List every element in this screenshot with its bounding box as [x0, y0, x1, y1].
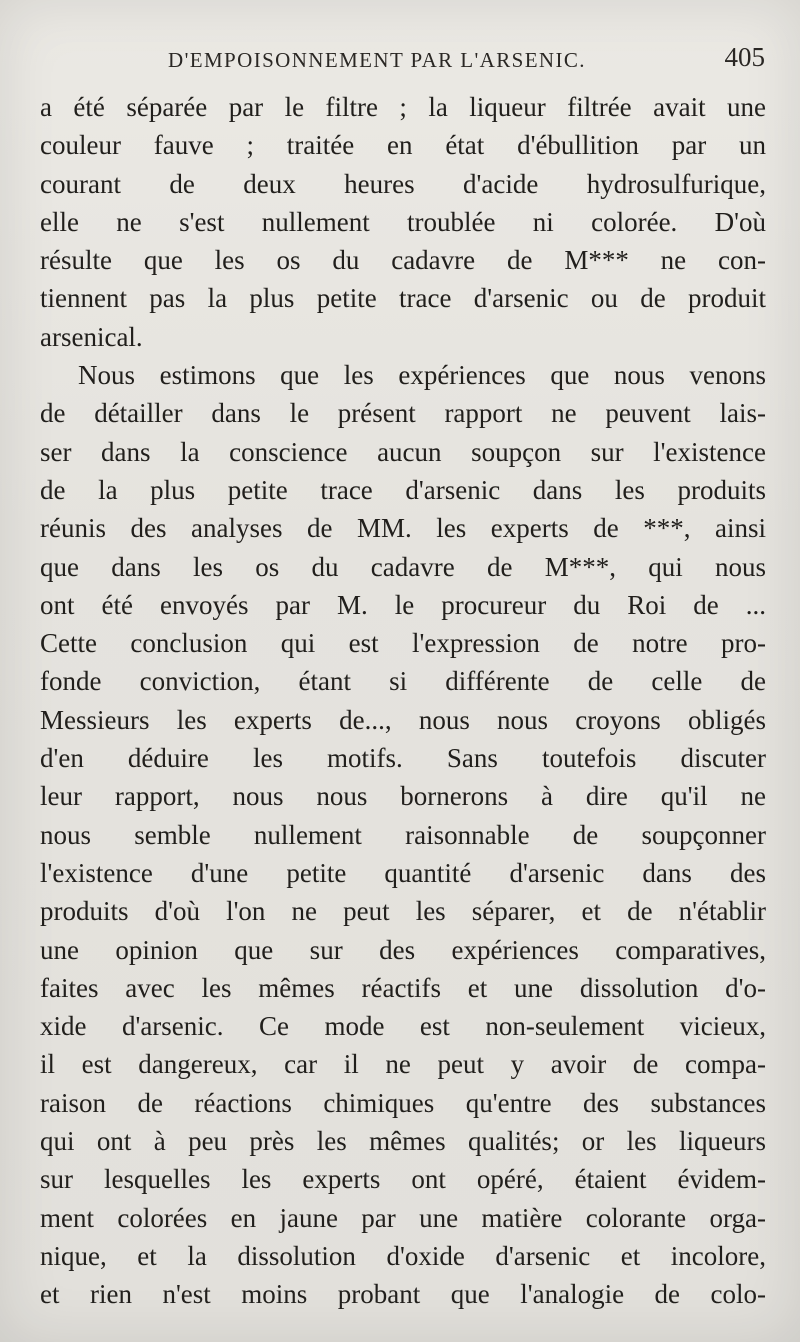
- text-line: Messieurs les experts de..., nous nous croyons obligés: [40, 704, 766, 735]
- text-line: fonde conviction, étant si différente de celle de: [40, 666, 766, 697]
- text-line: de détailler dans le présent rapport ne peuvent lais-: [40, 398, 766, 429]
- text-line: et rien n'est moins probant que l'analogie de colo-: [40, 1279, 766, 1310]
- text-line: qui ont à peu près les mêmes qualités; or les liqueurs: [40, 1126, 766, 1157]
- text-line: résulte que les os du cadavre de M*** ne con-: [40, 245, 766, 276]
- text-line: elle ne s'est nullement troublée ni colorée. D'où: [40, 206, 766, 237]
- text-line: leur rapport, nous nous bornerons à dire qu'il ne: [40, 781, 766, 812]
- text-line: tiennent pas la plus petite trace d'arsenic ou de produit: [40, 283, 766, 314]
- text-line: il est dangereux, car il ne peut y avoir de compa-: [40, 1049, 766, 1080]
- text-line: faites avec les mêmes réactifs et une dissolution d'o-: [40, 972, 766, 1003]
- running-header: [0, 40, 800, 80]
- text-line: d'en déduire les motifs. Sans toutefois discuter: [40, 743, 766, 774]
- text-line: l'existence d'une petite quantité d'arsenic dans des: [40, 857, 766, 888]
- text-line: de la plus petite trace d'arsenic dans les produits: [40, 474, 766, 505]
- text-line: une opinion que sur des expériences comparatives,: [40, 934, 766, 965]
- text-line: nique, et la dissolution d'oxide d'arsenic et incolore,: [40, 1240, 766, 1271]
- paragraph-1: [40, 88, 766, 356]
- text-line: que dans les os du cadavre de M***, qui nous: [40, 551, 766, 582]
- paragraph-2: [40, 356, 766, 1313]
- text-line: ser dans la conscience aucun soupçon sur l'existence: [40, 436, 766, 467]
- text-line: arsenical.: [40, 321, 143, 352]
- text-line: sur lesquelles les experts ont opéré, étaient évidem-: [40, 1164, 766, 1195]
- text-line: courant de deux heures d'acide hydrosulfurique,: [40, 168, 766, 199]
- text-line: a été séparée par le filtre ; la liqueur filtrée avait une: [40, 92, 766, 122]
- text-line: ment colorées en jaune par une matière colorante orga-: [40, 1202, 766, 1233]
- text-line: ont été envoyés par M. le procureur du Roi de ...: [40, 589, 766, 620]
- page-number: 405: [724, 42, 765, 72]
- text-line: réunis des analyses de MM. les experts de ***, ainsi: [40, 513, 766, 544]
- text-line: Nous estimons que les expériences que nous venons: [78, 360, 766, 391]
- text-line: couleur fauve ; traitée en état d'ébullition par un: [40, 130, 766, 161]
- text-line: raison de réactions chimiques qu'entre des substances: [40, 1087, 766, 1118]
- text-line: nous semble nullement raisonnable de soupçonner: [40, 819, 766, 850]
- text-line: Cette conclusion qui est l'expression de notre pro-: [40, 628, 766, 659]
- running-title: D'EMPOISONNEMENT PAR L'ARSENIC.: [168, 48, 586, 72]
- text-line: produits d'où l'on ne peut les séparer, et de n'établir: [40, 896, 766, 927]
- text-line: xide d'arsenic. Ce mode est non-seulement vicieux,: [40, 1011, 766, 1042]
- body-text: [40, 88, 766, 1314]
